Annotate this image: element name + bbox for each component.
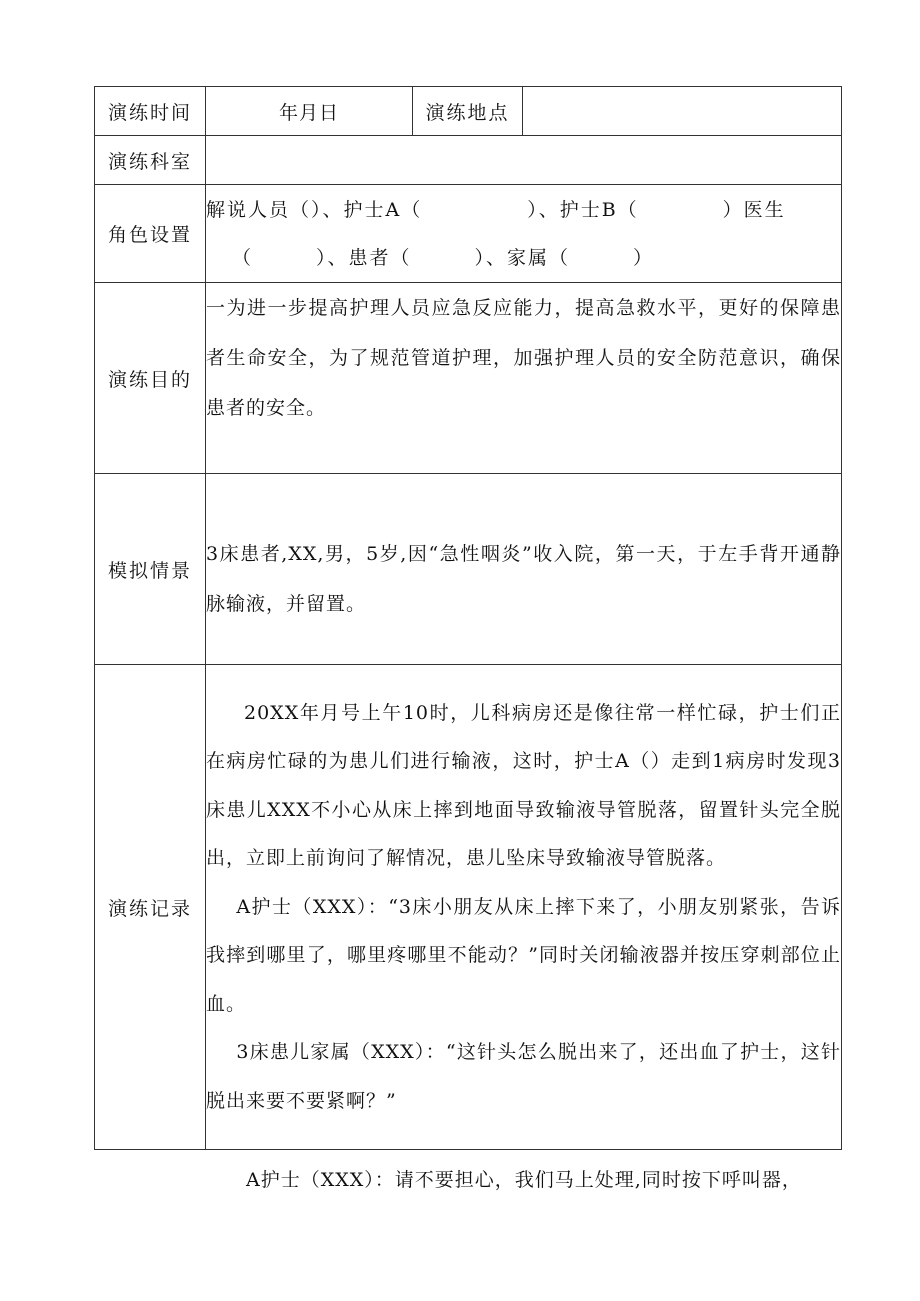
purpose-label: 演练目的 <box>95 283 206 474</box>
record-cell <box>206 665 842 1150</box>
scene-cell <box>206 474 842 665</box>
row-purpose <box>95 283 842 474</box>
purpose-text: 一为进一步提高护理人员应急反应能力，提高急救水平，更好的保障患者生命安全，为了规范管道护理，加强护理人员的安全防范意识，确保患者的安全。 <box>206 297 841 419</box>
roles-label: 角色设置 <box>95 185 206 283</box>
row-scenario <box>95 474 842 665</box>
scene-label: 模拟情景 <box>95 474 206 665</box>
dept-label: 演练科室 <box>95 136 206 185</box>
purpose-cell <box>206 283 842 474</box>
dept-value <box>206 136 842 185</box>
location-label: 演练地点 <box>413 87 523 136</box>
roles-line-2: （ ）、患者（ ）、家属（ ） <box>232 246 655 269</box>
row-roles <box>95 185 842 283</box>
drill-record-table <box>94 86 842 1150</box>
row-drill-dept <box>95 136 842 185</box>
scene-text: 3床患者,XX,男，5岁,因“急性咽炎”收入院，第一天，于左手背开通静脉输液，并留置。 <box>206 543 841 615</box>
location-value <box>523 87 842 136</box>
record-paragraph-3: 3床患儿家属（XXX）：“这针头怎么脱出来了，还出血了护士，这针脱出来要不要紧啊？” <box>206 1041 841 1112</box>
roles-value <box>206 185 842 283</box>
time-label: 演练时间 <box>95 87 206 136</box>
time-value: 年月日 <box>206 87 413 136</box>
record-paragraph-2: A护士（XXX）：“3床小朋友从床上摔下来了，小朋友别紧张，告诉我摔到哪里了，哪里疼哪里不能动？”同时关闭输液器并按压穿刺部位止血。 <box>206 895 841 1015</box>
record-label: 演练记录 <box>95 665 206 1150</box>
roles-line-1: 解说人员（）、护士A（ ）、护士B（ ）医生 <box>206 198 786 221</box>
row-drill-time <box>95 87 842 136</box>
record-paragraph-1: 20XX年月号上午10时，儿科病房还是像往常一样忙碌，护士们正在病房忙碌的为患儿们进行输液，这时，护士A（）走到1病房时发现3床患儿XXX不小心从床上摔到地面导致输液导管脱落，留置针头完全脱出，立即上前询问了解情况，患儿坠床导致输液导管脱落。 <box>206 701 841 870</box>
after-table-paragraph: A护士（XXX）：请不要担心，我们马上处理,同时按下呼叫器， <box>246 1169 802 1191</box>
row-record <box>95 665 842 1150</box>
